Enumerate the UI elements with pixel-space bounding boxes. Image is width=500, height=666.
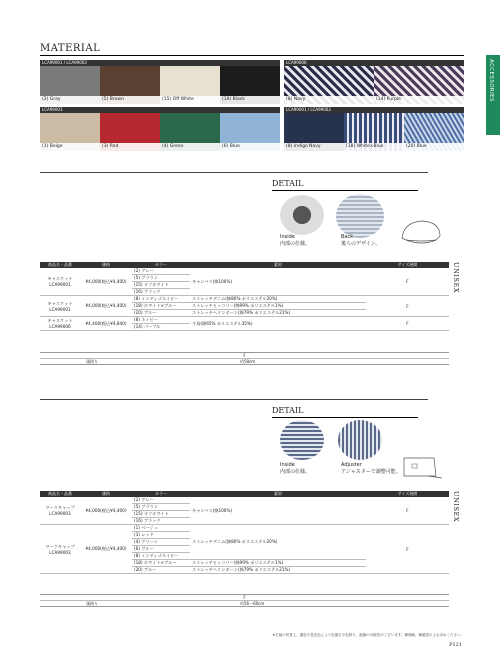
detail-rule [272,417,418,418]
table-row: (15) オフホワイト [40,511,449,518]
table-row: (18) ホワイト×ブルー ストレッチヒッコリー(綿99% ポリエステル1%) [40,303,449,310]
unisex-label: UNISEX [452,491,460,523]
swatch-off-white: (15) Off White [160,66,220,104]
back-photo [336,194,384,238]
detail-title-work-cap: DETAIL [272,406,304,415]
spec-table-work-cap [40,491,449,574]
table-row: (4) グリーン [40,539,449,546]
detail-title-casquette: DETAIL [272,179,304,188]
table-row: (20) ブルー ストレッチヘリンボーン(綿79% ポリエステル21%) [40,310,449,317]
table-row: (5) ブラウン [40,275,449,282]
casquette-drawing [398,218,444,248]
table-row: ワークキャップ LCA99003 ¥4,000(税込¥4,400) (2) グレー キャンバス(綿100%) F [40,497,449,504]
swatch-black: (16) Black [220,66,280,104]
section-divider [40,172,428,173]
inside-caption: Inside 内部の仕様。 [280,462,311,475]
work-cap-drawing [398,450,444,484]
swatch-purple: (14) Purple [374,66,464,104]
table-header: 商品名・品番 価格 カラー 素材 サイズ展開 [40,491,449,497]
size-row: F 頭囲り 約56〜60cm [40,594,449,607]
table-row: キャスケット LCA99001 ¥4,000(税込¥4,400) (8) インディゴネイビー ストレッチデニム(綿80% ポリエステル20%) F [40,296,449,303]
spec-table-casquette [40,262,449,331]
table-row: キャスケット LCA99006 ¥4,400(税込¥4,840) (8) ネイビー 千鳥(綿65% ポリエステル35%) F [40,317,449,324]
table-header: 商品名・品番 価格 カラー 素材 サイズ展開 [40,262,449,268]
swatch-navy: (8) Navy [284,66,374,104]
page-number: P121 [449,642,462,648]
title-rule [40,55,464,56]
table-row: (6) ブルー [40,546,449,553]
material-code: LCA99001 / LCA99003 [284,107,464,113]
swatch-beige: (1) Beige [40,113,100,151]
swatch-brown: (5) Brown [100,66,160,104]
table-row: ワークキャップ LCA99003 ¥4,000(税込¥4,400) (1) ベージュ ストレッチデニム(綿80% ポリエステル20%) F [40,525,449,532]
table-row: (20) ブルー ストレッチヘリンボーン(綿79% ポリエステル21%) [40,567,449,574]
side-tab-label: ACCESSORIES [488,59,494,102]
material-code: LCA99003 [40,107,280,113]
swatch-gray: (2) Gray [40,66,100,104]
detail-rule [272,190,418,191]
material-code: LCA99001 / LCA99003 [40,60,280,66]
inside-caption: Inside 内部の仕様。 [280,234,311,247]
section-title-material: MATERIAL [40,43,101,54]
size-row: F 頭囲り 約58cm [40,352,449,365]
swatch-indigo-navy: (8) Indigo Navy [284,113,344,151]
inside-photo [280,195,324,235]
swatch-green: (4) Green [160,113,220,151]
swatch-white-blue: (18) White×Blue [344,113,404,151]
table-row: (16) ブラック [40,289,449,296]
swatch-blue: (6) Blue [220,113,280,151]
swatch-blue-herringbone: (20) Blue [404,113,464,151]
material-code: LCA99006 [284,60,464,66]
table-row: キャスケット LCA99001 ¥4,000(税込¥4,400) (2) グレー キャンバス(綿100%) F [40,268,449,275]
unisex-label: UNISEX [452,262,460,294]
table-row: (5) ブラウン [40,504,449,511]
accessories-side-tab [486,55,500,135]
table-row: (14) パープル [40,324,449,331]
table-row: (15) オフホワイト [40,282,449,289]
table-row: (8) インディゴネイビー [40,553,449,560]
adjuster-caption: Adjuster アジャスターで調整可能。 [341,462,401,475]
table-row: (16) ブラック [40,518,449,525]
adjuster-photo [338,420,382,460]
back-caption: Back 後ろのデザイン。 [341,234,381,247]
inside-photo [280,420,324,460]
footer-note: ※生地の性質上、濃色や蛍光色により色落ちや色移り、縮縮の可能性がございます。御理解、御確認の上お求めください。 [272,633,464,637]
section-divider [40,399,428,400]
table-row: (18) ホワイト×ブルー ストレッチヒッコリー(綿99% ポリエステル1%) [40,560,449,567]
swatch-red: (3) Red [100,113,160,151]
table-row: (3) レッド [40,532,449,539]
